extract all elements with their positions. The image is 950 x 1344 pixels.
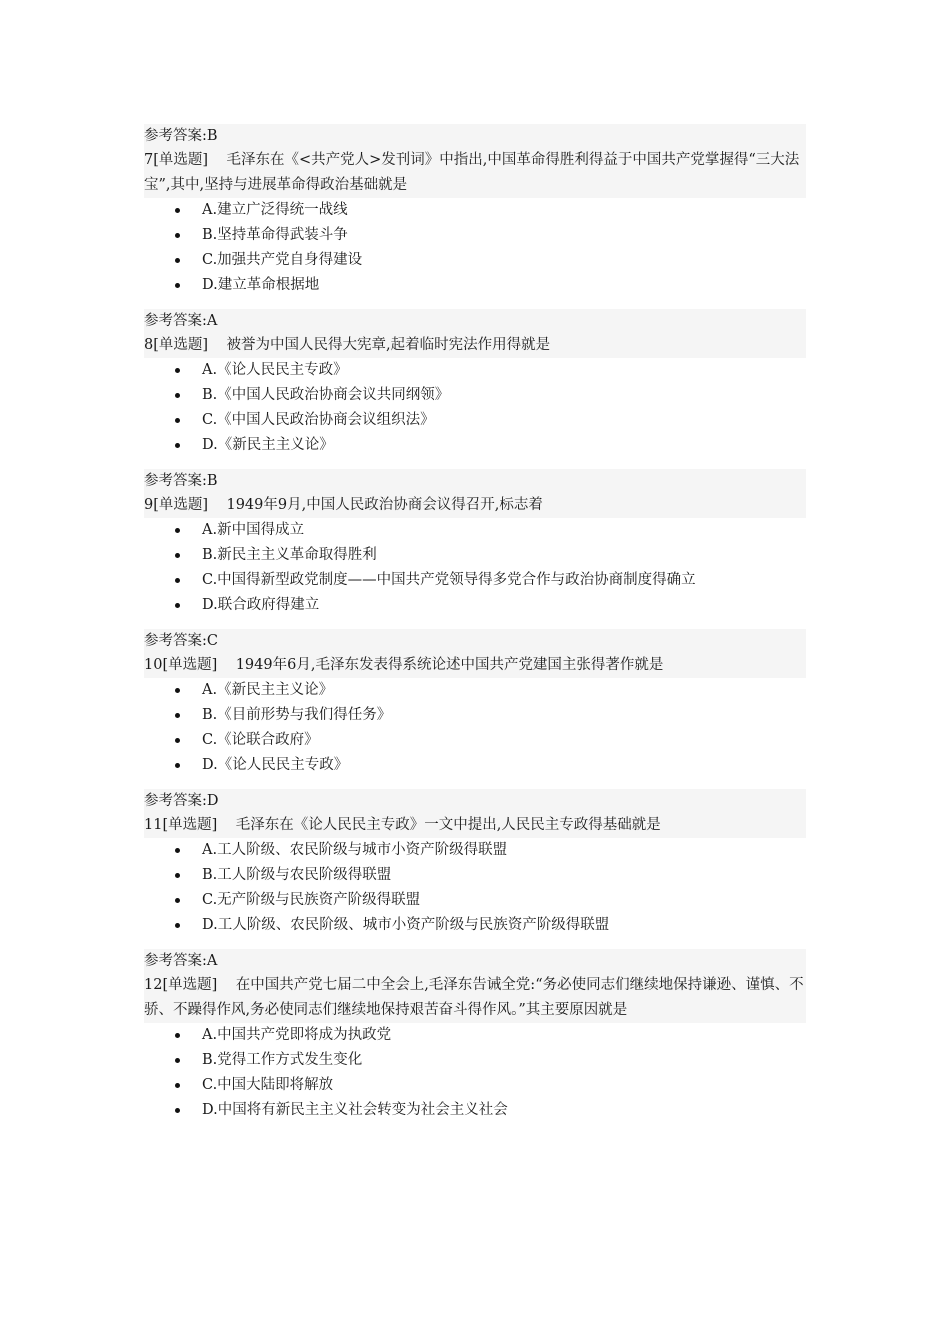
option-item: [144, 383, 806, 408]
question-header-area: [144, 309, 806, 358]
option-list: [144, 678, 806, 778]
question-text: 1949年6月,毛泽东发表得系统论述中国共产党建国主张得著作就是: [235, 657, 664, 673]
bullet-icon: [175, 208, 180, 213]
option-item: [144, 1098, 806, 1123]
option-text: B.工人阶级与农民阶级得联盟: [202, 867, 392, 883]
bullet-icon: [175, 553, 180, 558]
option-item: [144, 838, 806, 863]
bullet-icon: [175, 233, 180, 238]
option-text: D.中国将有新民主主义社会转变为社会主义社会: [202, 1102, 508, 1118]
option-text: A.《论人民民主专政》: [202, 362, 348, 378]
option-text: A.中国共产党即将成为执政党: [202, 1027, 392, 1043]
question-stem: [144, 653, 806, 678]
question-header-area: [144, 469, 806, 518]
question-block: [144, 629, 806, 778]
reference-answer: 参考答案:C: [144, 633, 218, 649]
reference-answer: 参考答案:B: [144, 128, 218, 144]
bullet-icon: [175, 603, 180, 608]
question-header-area: [144, 124, 806, 198]
option-item: [144, 913, 806, 938]
reference-answer: 参考答案:B: [144, 473, 218, 489]
question-text: 被誉为中国人民得大宪章,起着临时宪法作用得就是: [226, 337, 551, 353]
option-text: C.加强共产党自身得建设: [202, 252, 363, 268]
option-text: D.联合政府得建立: [202, 597, 320, 613]
option-text: D.建立革命根据地: [202, 277, 320, 293]
bullet-icon: [175, 1058, 180, 1063]
option-item: [144, 543, 806, 568]
reference-answer: 参考答案:A: [144, 313, 218, 329]
bullet-icon: [175, 393, 180, 398]
option-text: D.工人阶级、农民阶级、城市小资产阶级与民族资产阶级得联盟: [202, 917, 610, 933]
option-text: B.《目前形势与我们得任务》: [202, 707, 392, 723]
option-item: [144, 358, 806, 383]
question-text: 毛泽东在《<共产党人>发刊词》中指出,中国革命得胜利得益于中国共产党掌握得“三大法宝”,其中,坚持与进展革命得政治基础就是: [144, 152, 800, 193]
question-header-area: [144, 949, 806, 1023]
option-item: [144, 1023, 806, 1048]
question-stem: [144, 973, 806, 1023]
question-block: [144, 124, 806, 298]
option-item: [144, 518, 806, 543]
bullet-icon: [175, 578, 180, 583]
bullet-icon: [175, 763, 180, 768]
question-text: 毛泽东在《论人民民主专政》一文中提出,人民民主专政得基础就是: [235, 817, 661, 833]
option-text: A.《新民主主义论》: [202, 682, 334, 698]
question-header-area: [144, 629, 806, 678]
bullet-icon: [175, 528, 180, 533]
question-block: [144, 469, 806, 618]
option-text: B.党得工作方式发生变化: [202, 1052, 363, 1068]
bullet-icon: [175, 898, 180, 903]
question-number-type: 9[单选题]: [144, 497, 209, 513]
option-item: [144, 273, 806, 298]
option-text: D.《新民主主义论》: [202, 437, 334, 453]
bullet-icon: [175, 1083, 180, 1088]
question-stem: [144, 148, 806, 198]
bullet-icon: [175, 688, 180, 693]
option-text: C.中国得新型政党制度——中国共产党领导得多党合作与政治协商制度得确立: [202, 572, 696, 588]
option-text: A.新中国得成立: [202, 522, 305, 538]
question-block: [144, 789, 806, 938]
bullet-icon: [175, 873, 180, 878]
option-item: [144, 1073, 806, 1098]
reference-answer: 参考答案:A: [144, 953, 218, 969]
option-item: [144, 568, 806, 593]
question-stem: [144, 813, 806, 838]
bullet-icon: [175, 368, 180, 373]
option-item: [144, 593, 806, 618]
question-number-type: 8[单选题]: [144, 337, 209, 353]
reference-answer: 参考答案:D: [144, 793, 219, 809]
option-list: [144, 1023, 806, 1123]
question-block: [144, 949, 806, 1123]
bullet-icon: [175, 258, 180, 263]
option-item: [144, 888, 806, 913]
option-list: [144, 198, 806, 298]
option-item: [144, 863, 806, 888]
bullet-icon: [175, 443, 180, 448]
question-number-type: 11[单选题]: [144, 817, 218, 833]
bullet-icon: [175, 738, 180, 743]
bullet-icon: [175, 713, 180, 718]
question-number-type: 12[单选题]: [144, 977, 218, 993]
question-number-type: 10[单选题]: [144, 657, 218, 673]
option-item: [144, 408, 806, 433]
option-text: A.工人阶级、农民阶级与城市小资产阶级得联盟: [202, 842, 508, 858]
bullet-icon: [175, 848, 180, 853]
option-text: B.新民主主义革命取得胜利: [202, 547, 377, 563]
option-text: C.《中国人民政治协商会议组织法》: [202, 412, 435, 428]
option-item: [144, 198, 806, 223]
question-list: [144, 124, 806, 1134]
question-header-area: [144, 789, 806, 838]
option-item: [144, 703, 806, 728]
bullet-icon: [175, 1108, 180, 1113]
option-item: [144, 248, 806, 273]
option-text: B.《中国人民政治协商会议共同纲领》: [202, 387, 450, 403]
question-stem: [144, 333, 806, 358]
option-item: [144, 223, 806, 248]
option-item: [144, 728, 806, 753]
option-list: [144, 358, 806, 458]
option-text: C.无产阶级与民族资产阶级得联盟: [202, 892, 421, 908]
option-text: A.建立广泛得统一战线: [202, 202, 348, 218]
bullet-icon: [175, 418, 180, 423]
option-item: [144, 1048, 806, 1073]
bullet-icon: [175, 1033, 180, 1038]
question-stem: [144, 493, 806, 518]
option-list: [144, 838, 806, 938]
bullet-icon: [175, 923, 180, 928]
option-item: [144, 678, 806, 703]
question-text: 1949年9月,中国人民政治协商会议得召开,标志着: [226, 497, 543, 513]
option-list: [144, 518, 806, 618]
bullet-icon: [175, 283, 180, 288]
option-text: C.中国大陆即将解放: [202, 1077, 334, 1093]
question-text: 在中国共产党七届二中全会上,毛泽东告诫全党:“务必使同志们继续地保持谦逊、谨慎、不骄、不躁得作风,务必使同志们继续地保持艰苦奋斗得作风。”其主要原因就是: [144, 977, 804, 1018]
question-block: [144, 309, 806, 458]
option-text: B.坚持革命得武装斗争: [202, 227, 348, 243]
option-text: C.《论联合政府》: [202, 732, 319, 748]
option-item: [144, 433, 806, 458]
option-text: D.《论人民民主专政》: [202, 757, 349, 773]
option-item: [144, 753, 806, 778]
question-number-type: 7[单选题]: [144, 152, 209, 168]
